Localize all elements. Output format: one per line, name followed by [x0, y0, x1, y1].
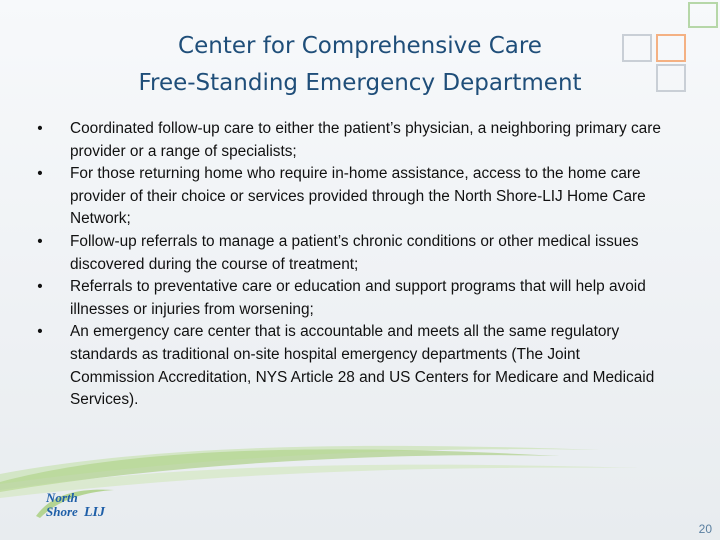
bullet-text: Referrals to preventative care or education and support programs that will help avoid illnesses or injuries from worsening;	[70, 278, 646, 318]
title-line-2: Free-Standing Emergency Department	[138, 70, 582, 96]
north-shore-lij-logo	[34, 486, 124, 527]
bullet-dot: •	[37, 232, 43, 250]
bullet-text: Follow-up referrals to manage a patient’s chronic conditions or other medical issues discovered during the course of treatment;	[70, 232, 639, 273]
logo-word-north: North	[46, 490, 78, 505]
page-number: 20	[698, 522, 712, 536]
slide-title	[70, 28, 650, 102]
list-item	[34, 321, 664, 411]
bullet-list	[34, 118, 664, 412]
bullet-dot: •	[37, 165, 43, 183]
list-item	[34, 118, 664, 163]
logo-word-shore: Shore	[46, 504, 78, 519]
bullet-dot: •	[37, 120, 43, 137]
logo-word-lij: LIJ	[84, 505, 105, 520]
list-item	[34, 231, 664, 276]
bullet-text: Coordinated follow-up care to either the patient’s physician, a neighboring primary care provider or a range of specialists;	[70, 120, 661, 160]
deco-square-green	[688, 2, 718, 28]
title-line-1: Center for Comprehensive Care	[178, 33, 542, 59]
list-item	[34, 276, 664, 321]
bullet-text: For those returning home who require in-home assistance, access to the home care provider of their choice or services provided through the North Shore-LIJ Home Care Network;	[70, 165, 646, 228]
bullet-dot: •	[37, 278, 43, 296]
list-item	[34, 163, 664, 231]
deco-square-gray-2	[656, 64, 686, 92]
bullet-text: An emergency care center that is accountable and meets all the same regulatory standards as traditional on-site hospital emergency departments (The Joint Commission Accreditation, NYS Article 28 and US Centers for Medicare and Medicaid Services).	[70, 323, 655, 409]
deco-square-orange	[656, 34, 686, 62]
bullet-dot: •	[37, 323, 43, 341]
